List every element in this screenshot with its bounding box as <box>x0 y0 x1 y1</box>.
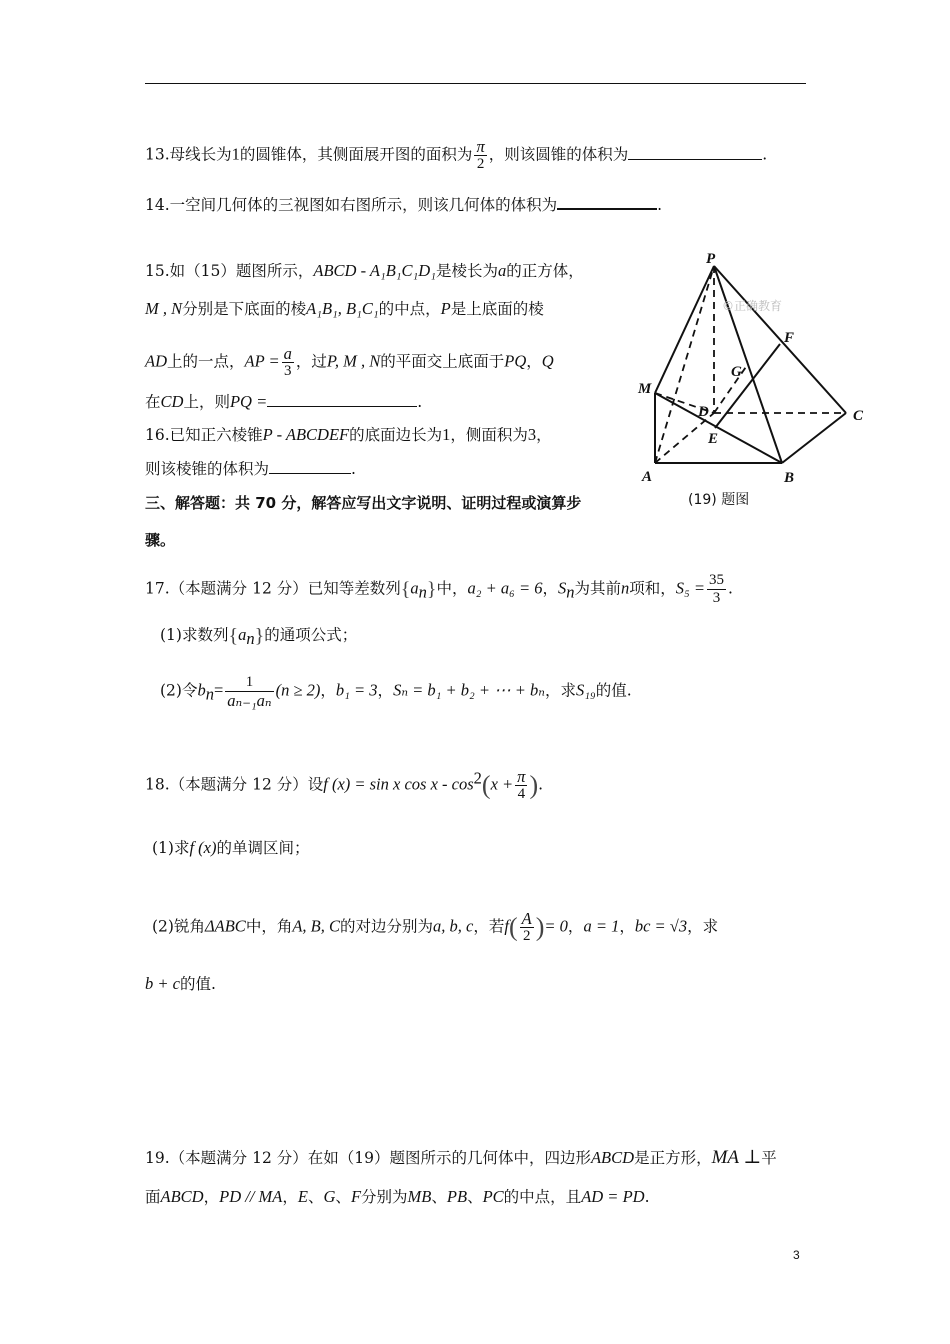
answer-blank-14 <box>557 194 657 210</box>
edge-BC <box>782 413 846 463</box>
question-17-part-2: (2)令$b_n=$ $\frac{1}{\text{aₙ₋₁aₙ}}$ (n ≥ 2)，b₁ = 3，Sₙ = b₁ + b₂ + ⋯ + bₙ，求S₁₉的值. <box>160 674 632 710</box>
label-A: A <box>642 469 653 485</box>
question-18-part-1: (1)求f (x)的单调区间； <box>152 838 310 857</box>
question-15-line-4: 在CD上，则PQ = . <box>145 392 423 411</box>
edge-AD <box>655 413 714 463</box>
label-M: M <box>638 381 652 397</box>
fraction-pi-over-4: $\frac{\pi}{4}$ <box>517 767 526 802</box>
question-14: 14.一空间几何体的三视图如右图所示，则该几何体的体积为 . <box>145 196 663 214</box>
question-19-line-1: 19.（本题满分 12 分）在如（19）题图所示的几何体中，四边形ABCD是正方形，MA ⊥平 <box>145 1147 777 1168</box>
question-16-line-2: 则该棱锥的体积为 . <box>145 460 356 478</box>
fraction-pi-over-2: $\frac{\pi}{2}$ <box>476 137 485 172</box>
question-18-part-2-cont: b + c的值. <box>145 974 216 993</box>
fraction-1-over-a: $\frac{1}{\text{aₙ₋₁aₙ}}$ <box>227 674 272 710</box>
fraction-a-over-3: $\frac{a}{3}$ <box>283 344 292 379</box>
question-15-line-1: 15.如（15）题图所示，ABCD - A₁B₁C₁D₁是棱长为a的正方体， <box>145 261 584 280</box>
question-17-part-1: (1)求数列$\{a_n\}$的通项公式； <box>160 625 358 649</box>
fraction-A-over-2: $\frac{A}{2}$ <box>521 909 532 944</box>
page-number: 3 <box>793 1248 800 1262</box>
answer-blank-16 <box>269 459 351 474</box>
edge-PM <box>655 266 714 393</box>
label-B: B <box>784 470 795 486</box>
geometry-figure-19 <box>630 250 870 512</box>
question-16-line-1: 16.已知正六棱锥P - ABCDEF的底面边长为1，侧面积为3， <box>145 425 552 444</box>
section-3-heading-cont: 骤。 <box>145 531 176 549</box>
edge-MB <box>655 393 782 463</box>
question-19-line-2: 面ABCD，PD // MA，E、G、F分别为MB、PB、PC的中点，且AD = PD. <box>145 1187 650 1206</box>
edge-PC <box>714 266 846 413</box>
watermark: ©正确教育 <box>722 299 783 313</box>
question-18-part-2: (2)锐角ΔABC中，角A, B, C的对边分别为a, b, c，若f( $\frac{A}{2}$ )= 0，a = 1，bc = √3，求 <box>152 909 719 944</box>
edge-EF <box>715 344 780 428</box>
edge-PB <box>714 266 782 463</box>
label-F: F <box>784 330 795 346</box>
label-E: E <box>708 431 719 447</box>
section-3-heading: 三、解答题：共 70 分，解答应写出文字说明、证明过程或演算步 <box>145 494 582 512</box>
label-C: C <box>853 408 864 424</box>
question-15-line-3: AD上的一点，AP = $\frac{a}{3}$ ，过P, M , N的平面交上底面于PQ，Q <box>145 344 554 379</box>
figure-caption: (19) 题图 <box>688 492 750 508</box>
answer-blank-13 <box>628 145 762 160</box>
fraction-35-over-3: $\frac{35}{3}$ <box>709 572 725 606</box>
question-17: 17.（本题满分 12 分）已知等差数列$\{a_n\}$中，a₂ + a₆ = 6，$S_n$为其前n项和，S₅ = $\frac{35}{3}$ . <box>145 572 733 606</box>
answer-blank-15 <box>267 392 417 407</box>
label-P: P <box>706 251 716 267</box>
header-rule <box>145 83 806 84</box>
label-G: G <box>731 364 742 380</box>
question-18: 18.（本题满分 12 分）设f (x) = sin x cos x - $\cos^2(x$ + $\frac{\pi}{4}$ ). <box>145 767 544 802</box>
question-15-line-2: M , N分别是下底面的棱A₁B₁, B₁C₁的中点，P是上底面的棱 <box>145 299 544 318</box>
edge-AP <box>655 266 714 463</box>
question-13: 13.母线长为1的圆锥体，其侧面展开图的面积为 $\frac{\pi}{2}$ ，则该圆锥的体积为 . <box>145 137 768 172</box>
label-D: D <box>698 404 709 420</box>
